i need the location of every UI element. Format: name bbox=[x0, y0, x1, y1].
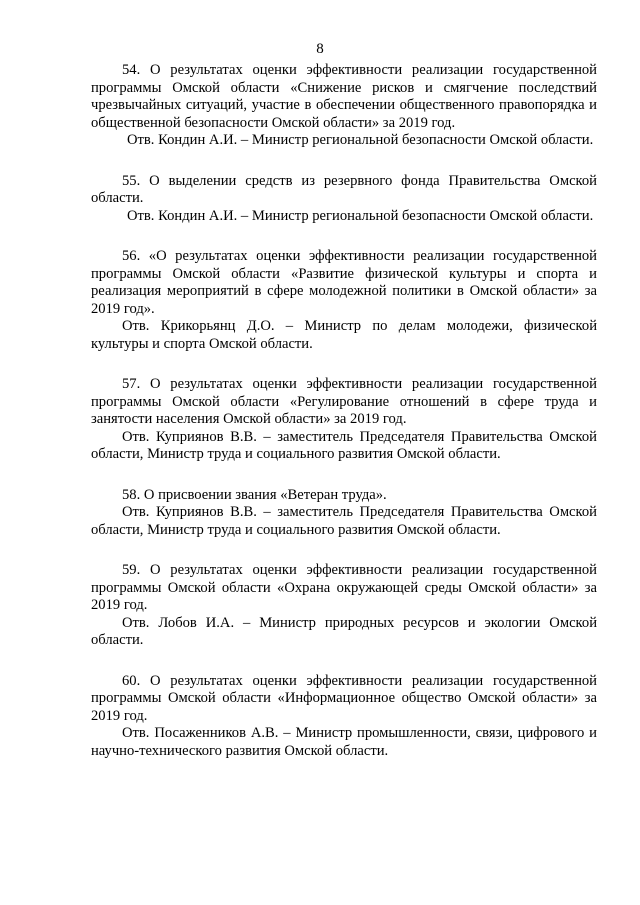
agenda-item-56 bbox=[91, 248, 597, 353]
agenda-item-58 bbox=[91, 487, 597, 540]
agenda-item-text: 57. О результатах оценки эффективности реализации государственной программы Омской области «Регулирование отношений в сфере труда и занятости населения Омской области» за 2019 год. bbox=[91, 376, 597, 427]
agenda-item-responsible: Отв. Куприянов В.В. – заместитель Председателя Правительства Омской области, Министр труда и социального развития Омской области. bbox=[91, 428, 597, 462]
agenda-item-60 bbox=[91, 673, 597, 761]
agenda-list bbox=[91, 62, 597, 783]
agenda-item-text: 60. О результатах оценки эффективности реализации государственной программы Омской области «Информационное общество Омской области» за 2019 год. bbox=[91, 672, 597, 724]
agenda-item-responsible: Отв. Крикорьянц Д.О. – Министр по делам молодежи, физической культуры и спорта Омской области. bbox=[91, 318, 597, 352]
agenda-item-responsible: Отв. Кондин А.И. – Министр региональной безопасности Омской области. bbox=[127, 132, 594, 148]
agenda-item-responsible: Отв. Кондин А.И. – Министр региональной безопасности Омской области. bbox=[127, 207, 594, 224]
agenda-item-54 bbox=[91, 62, 597, 150]
agenda-item-text: 58. О присвоении звания «Ветеран труда». bbox=[122, 486, 387, 503]
agenda-item-57 bbox=[91, 376, 597, 464]
page-number: 8 bbox=[316, 41, 324, 57]
agenda-item-text: 55. О выделении средств из резервного фонда Правительства Омской области. bbox=[91, 172, 597, 206]
agenda-item-55 bbox=[91, 173, 597, 226]
agenda-item-responsible: Отв. Лобов И.А. – Министр природных ресурсов и экологии Омской области. bbox=[91, 614, 597, 648]
agenda-item-59 bbox=[91, 562, 597, 650]
agenda-item-responsible: Отв. Посаженников А.В. – Министр промышленности, связи, цифрового и научно-технического развития Омской области. bbox=[91, 725, 597, 759]
agenda-item-responsible: Отв. Куприянов В.В. – заместитель Председателя Правительства Омской области, Министр труда и социального развития Омской области. bbox=[91, 504, 597, 538]
agenda-item-text: 59. О результатах оценки эффективности реализации государственной программы Омской области «Охрана окружающей среды Омской области» за 2019 год. bbox=[91, 562, 597, 613]
agenda-item-text: 56. «О результатах оценки эффективности реализации государственной программы Омской области «Развитие физической культуры и спорта и реализация мероприятий в сфере молодежной политики в Омской области» за 2019 год». bbox=[91, 248, 597, 317]
agenda-item-text: 54. О результатах оценки эффективности реализации государственной программы Омской области «Снижение рисков и смягчение последствий чрезвычайных ситуаций, участие в обеспечении общественного правопорядка и общественной безопасности Омской области» за 2019 год. bbox=[91, 62, 597, 131]
